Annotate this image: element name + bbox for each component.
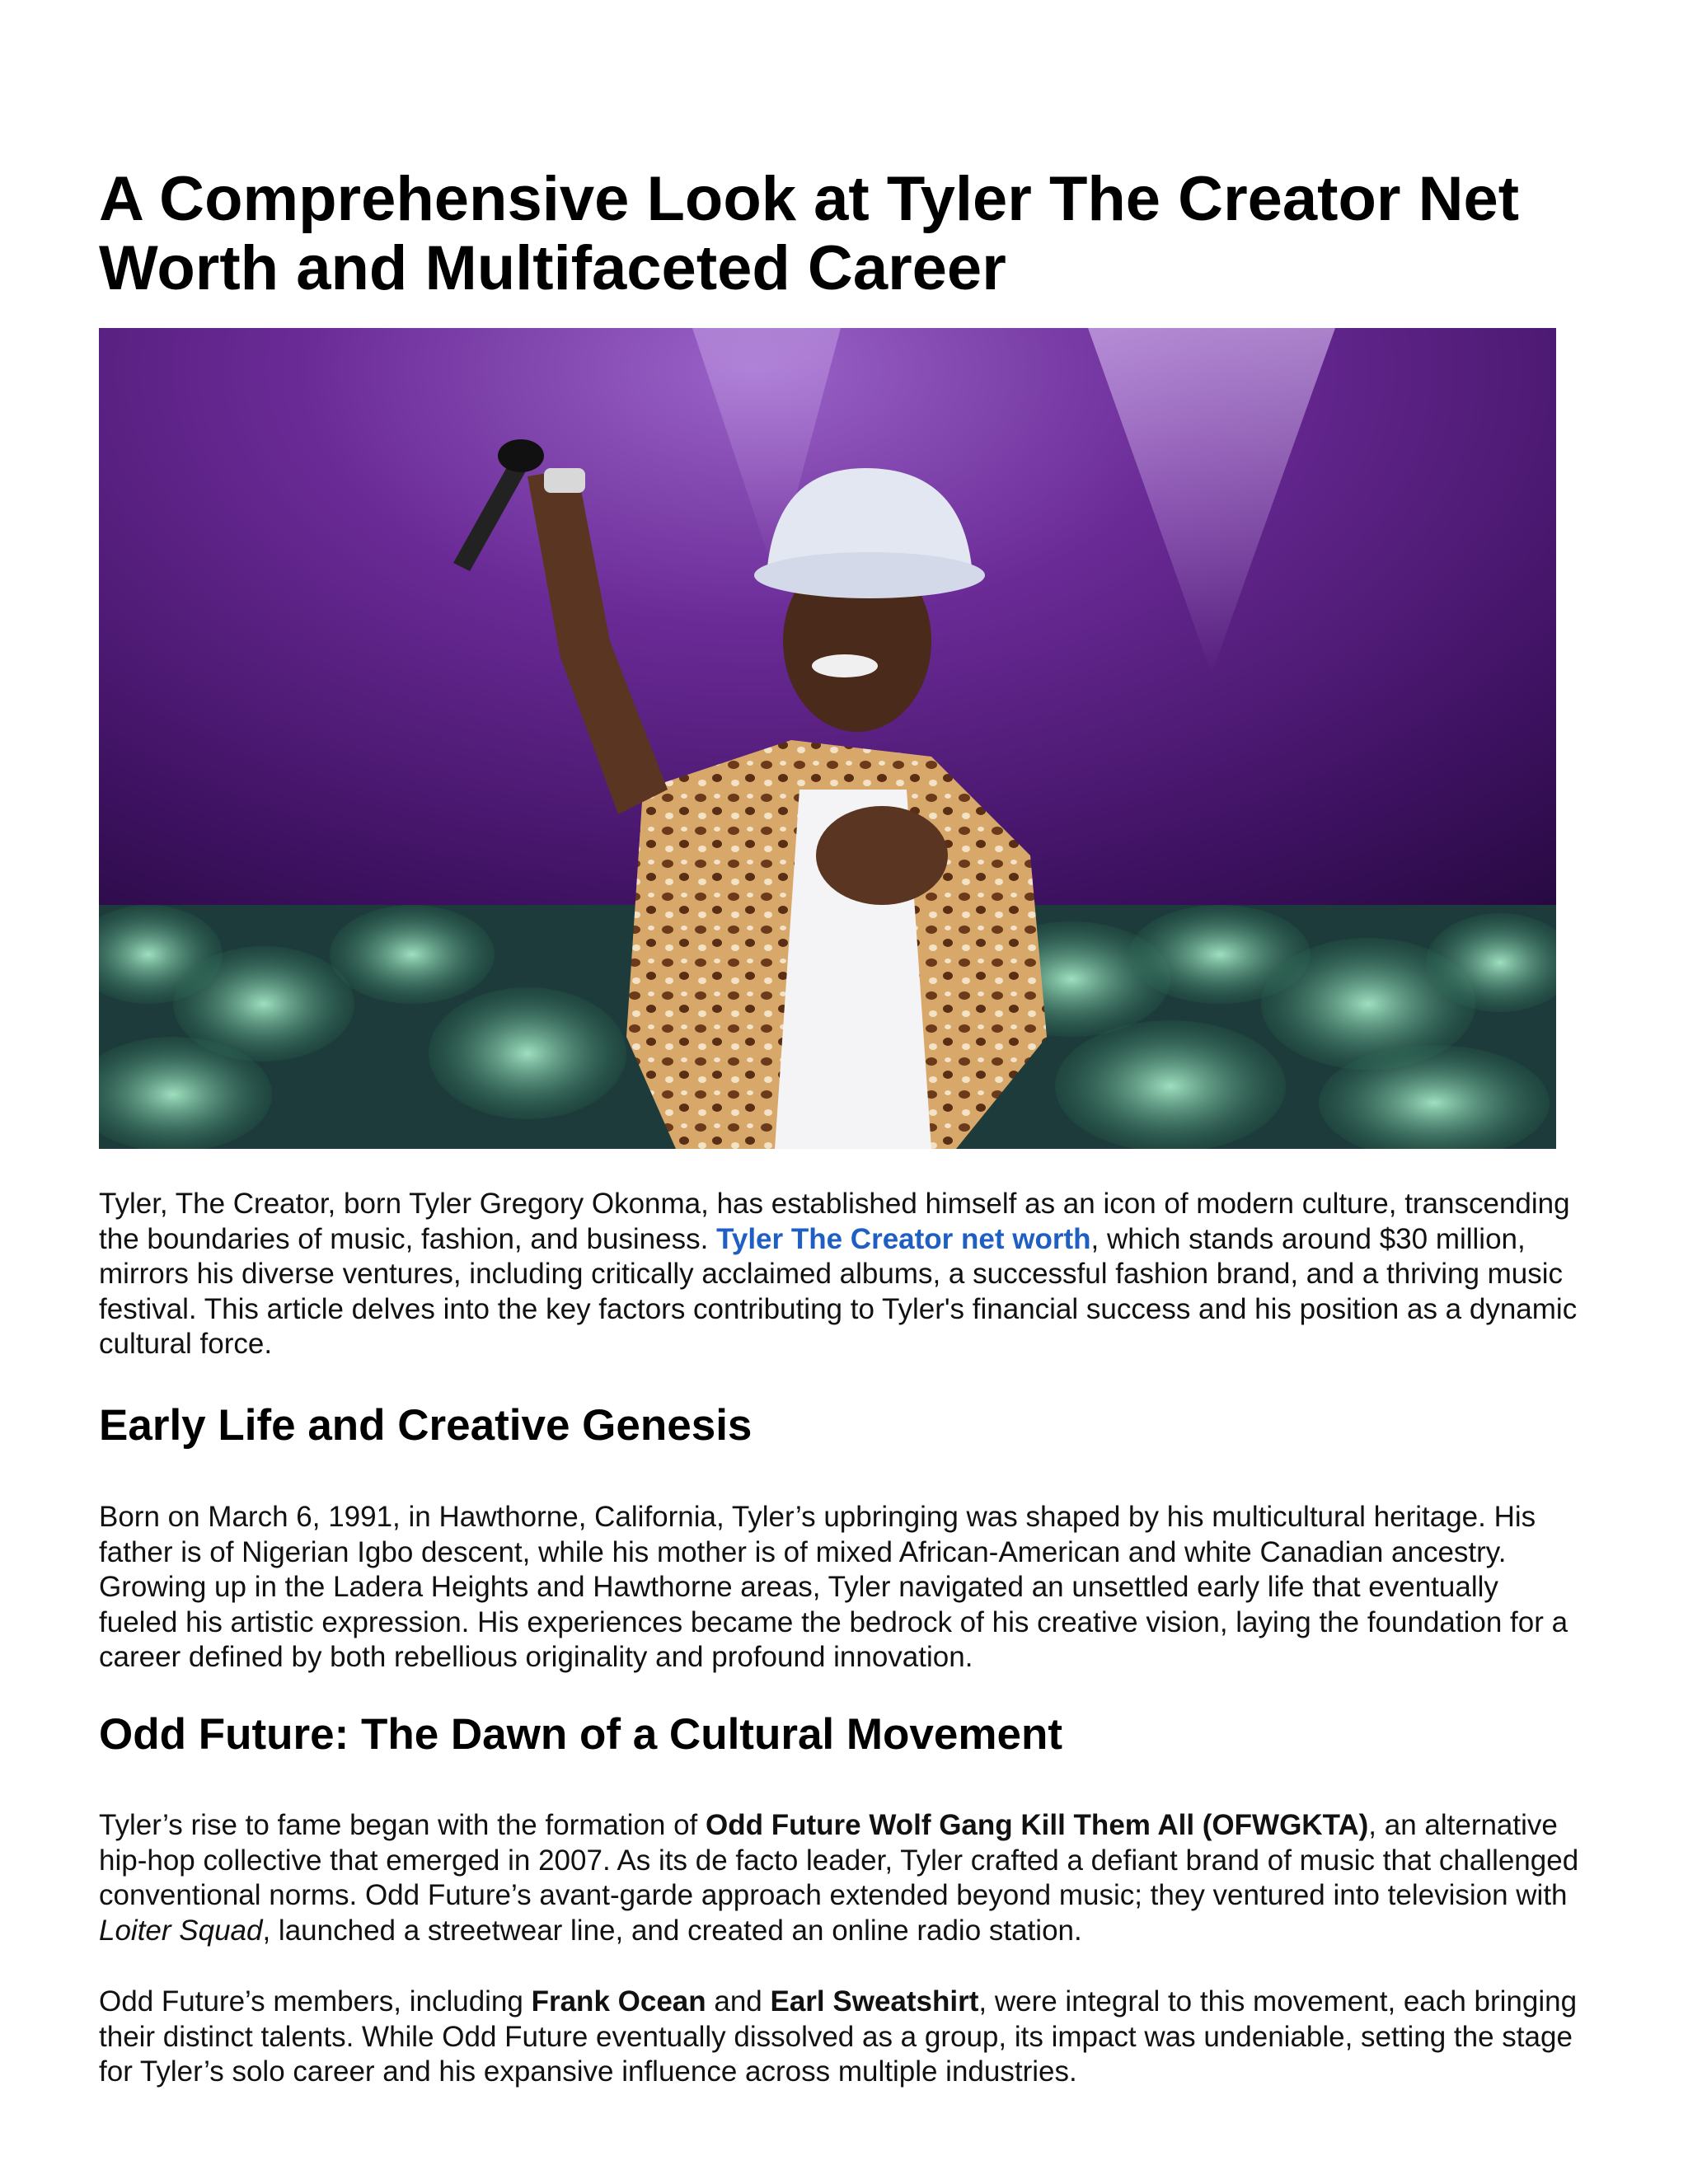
text: , launched a streetwear line, and created an online radio station. [262,1914,1082,1947]
odd-future-paragraph-1 [99,1808,1582,1948]
page-title: A Comprehensive Look at Tyler The Creator Net Worth and Multifaceted Career [99,164,1520,303]
text: and [706,1985,771,2018]
intro-text-cont: , which stands around $30 million, mirrors his diverse ventures, including critically acclaimed albums, a successful fashion brand, and a thriving music festival. This article delves into the key factors contributing to Tyler's financial success and his position as a dynamic cultural force. [99,1222,1578,1360]
intro-text: Tyler, The Creator, born Tyler Gregory Okonma, has established himself as an icon of modern culture, transcending the boundaries of music, fashion, and business. [99,1188,1570,1255]
section-heading-early-life: Early Life and Creative Genesis [99,1401,753,1450]
bold-frank-ocean: Frank Ocean [531,1985,706,2018]
odd-future-paragraph-2 [99,1985,1582,2090]
text: , were integral to this movement, each bringing their distinct talents. While Odd Future eventually dissolved as a group, its impact was undeniable, setting the stage for Tyler’s solo career and his expansive influence across multiple industries. [99,1985,1578,2088]
bold-earl-sweatshirt: Earl Sweatshirt [770,1985,979,2018]
text: , an alternative hip-hop collective that emerged in 2007. As its de facto leader, Tyler crafted a defiant brand of music that challenged conventional norms. Odd Future’s avant-garde approach extended beyond music; they ventured into television with [99,1809,1579,1911]
hero-image [99,328,1556,1149]
early-life-paragraph: Born on March 6, 1991, in Hawthorne, California, Tyler’s upbringing was shaped by his multicultural heritage. His father is of Nigerian Igbo descent, while his mother is of mixed African-American and white Canadian ancestry. Growing up in the Ladera Heights and Hawthorne areas, Tyler navigated an unsettled early life that eventually fueled his artistic expression. His experiences became the bedrock of his creative vision, laying the foundation for a career defined by both rebellious originality and profound innovation. [99,1501,1568,1673]
italic-loiter-squad: Loiter Squad [99,1914,263,1947]
text: Odd Future’s members, including [99,1985,532,2018]
intro-paragraph [99,1187,1582,1362]
section-heading-odd-future: Odd Future: The Dawn of a Cultural Movement [99,1710,1062,1759]
text: Tyler’s rise to fame began with the formation of [99,1809,706,1841]
bold-ofwgkta: Odd Future Wolf Gang Kill Them All (OFWGKTA) [706,1809,1369,1841]
performer-photo [99,328,1556,1149]
net-worth-link[interactable]: Tyler The Creator net worth [716,1222,1091,1255]
